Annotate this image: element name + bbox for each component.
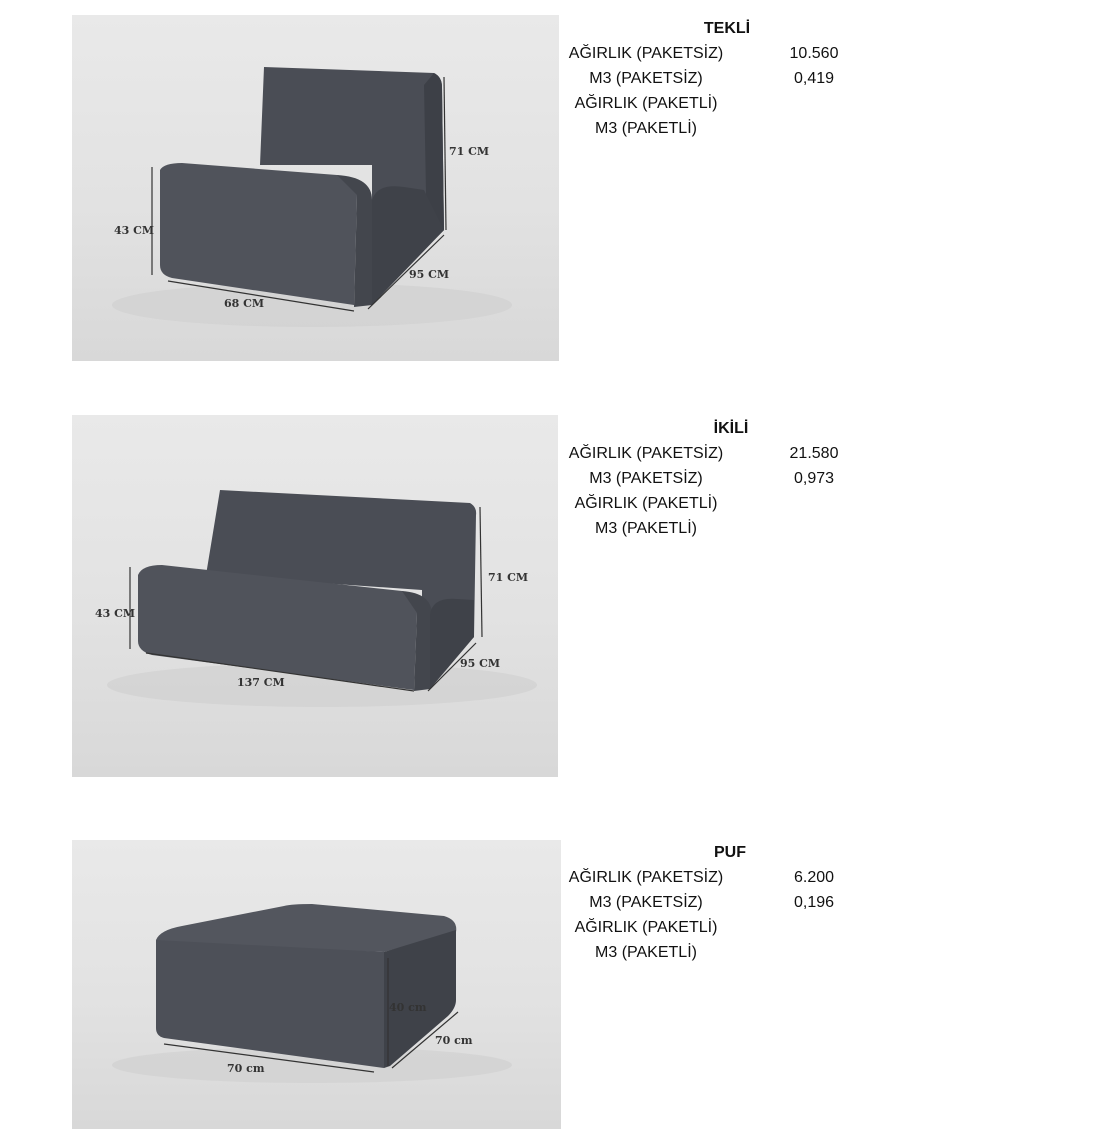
puf-height-label: 40 cm (389, 1001, 427, 1014)
tekli-depth-label: 95 CM (409, 268, 450, 281)
tekli-spec-block (0, 16, 1095, 141)
puf-weight-unpacked-value: 6.200 (793, 869, 835, 886)
tekli-weight-unpacked-label: AĞIRLIK (PAKETSİZ) (568, 45, 724, 62)
puf-m3-packed-label: M3 (PAKETLİ) (595, 944, 697, 961)
ikili-height-label: 71 CM (488, 571, 529, 584)
tekli-m3-unpacked-value: 0,419 (793, 70, 835, 87)
ikili-depth-label: 95 CM (460, 657, 501, 670)
ikili-seat-height-label: 43 CM (95, 607, 136, 620)
tekli-seat-height-label: 43 CM (114, 224, 155, 237)
ikili-weight-unpacked-value: 21.580 (789, 445, 839, 462)
ikili-spec-block (0, 416, 1095, 541)
tekli-weight-packed-label: AĞIRLIK (PAKETLİ) (574, 95, 718, 112)
puf-title: PUF (714, 844, 746, 861)
puf-spec-block (0, 840, 1095, 965)
ikili-m3-unpacked-label: M3 (PAKETSİZ) (589, 470, 703, 487)
ikili-m3-unpacked-value: 0,973 (793, 470, 835, 487)
puf-m3-unpacked-value: 0,196 (793, 894, 835, 911)
puf-weight-unpacked-label: AĞIRLIK (PAKETSİZ) (568, 869, 724, 886)
puf-width-label: 70 cm (227, 1062, 265, 1075)
ikili-weight-unpacked-label: AĞIRLIK (PAKETSİZ) (568, 445, 724, 462)
tekli-width-label: 68 CM (224, 297, 265, 310)
tekli-height-label: 71 CM (449, 145, 490, 158)
ikili-m3-packed-label: M3 (PAKETLİ) (595, 520, 697, 537)
puf-weight-packed-label: AĞIRLIK (PAKETLİ) (574, 919, 718, 936)
tekli-m3-packed-label: M3 (PAKETLİ) (595, 120, 697, 137)
tekli-weight-unpacked-value: 10.560 (789, 45, 839, 62)
ikili-title: İKİLİ (713, 420, 749, 437)
puf-m3-unpacked-label: M3 (PAKETSİZ) (589, 894, 703, 911)
tekli-title: TEKLİ (703, 20, 751, 37)
puf-depth-label: 70 cm (435, 1034, 473, 1047)
ikili-weight-packed-label: AĞIRLIK (PAKETLİ) (574, 495, 718, 512)
ikili-width-label: 137 CM (237, 676, 285, 689)
tekli-m3-unpacked-label: M3 (PAKETSİZ) (589, 70, 703, 87)
